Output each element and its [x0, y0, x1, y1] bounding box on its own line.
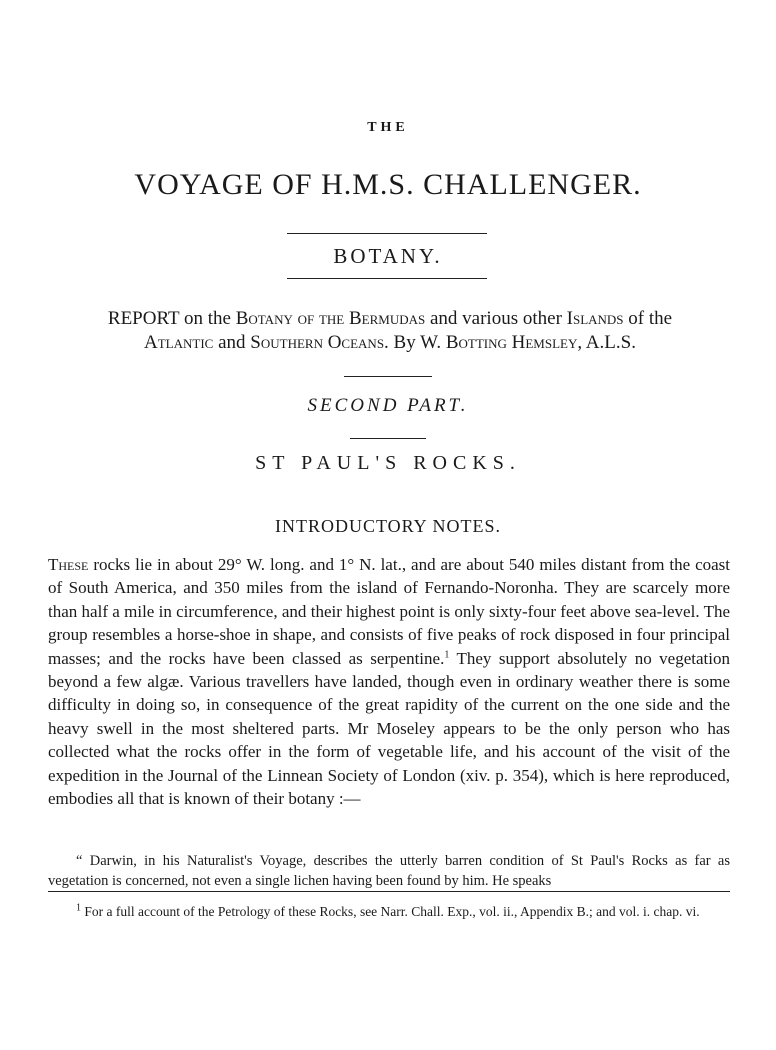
page-title: VOYAGE OF H.M.S. CHALLENGER.	[134, 168, 642, 201]
divider	[350, 438, 426, 439]
footnote: $^1$ For a full account of the Petrology of these Rocks, see Narr. Chall. Exp., vol. ii., Appendix B.; and vol. i. chap. vi.	[76, 902, 700, 919]
report-heading: REPORT on the Botany of the Bermudas and various other Islands of the Atlantic and Southern Oceans. By W. Botting Hemsley, A.L.S.	[107, 308, 673, 353]
body-paragraph: These rocks lie in about 29° W. long. and 1° N. lat., and are about 540 miles distant from the coast of South America, and 350 miles from the island of Fernando-Noronha. They are scarcely more than half a mile in circumference, and their highest point is only sixty-four feet above sea-level. The group resembles a horse-shoe in shape, and consists of five peaks of rock disposed in four principal masses; and the rocks have been classed as serpentine.$^1$ They support absolutely no vegetation beyond a few algæ. Various travellers have landed, though even in ordinary weather there is some difficulty in doing so, in consequence of the great rapidity of the current on the one side and the heavy swell in the most sheltered parts. Mr Moseley appears to be the only person who has collected what the rocks offer in the form of vegetable life, and his account of the visit of the expedition in the Journal of the Linnean Society of London (xiv. p. 354), which is here reproduced, embodies all that is known of their botany :—	[48, 555, 730, 809]
divider	[344, 376, 432, 377]
footnote-mark: 1	[76, 902, 81, 914]
header-the: THE	[367, 120, 409, 135]
footnote-marker: 1	[444, 648, 450, 660]
divider	[287, 233, 487, 234]
divider	[287, 278, 487, 279]
footnote-divider	[48, 891, 730, 892]
chapter-title: ST PAUL'S ROCKS.	[255, 452, 521, 474]
part-title: SECOND PART.	[307, 395, 469, 416]
lead-word: These	[48, 555, 89, 574]
quote-paragraph: “ Darwin, in his Naturalist's Voyage, describes the utterly barren condition of St Paul's Rocks as far as vegetation is concerned, not even a single lichen having been found by him. He speaks	[48, 853, 730, 889]
intro-heading: INTRODUCTORY NOTES.	[274, 516, 501, 536]
section-title: BOTANY.	[333, 244, 443, 268]
